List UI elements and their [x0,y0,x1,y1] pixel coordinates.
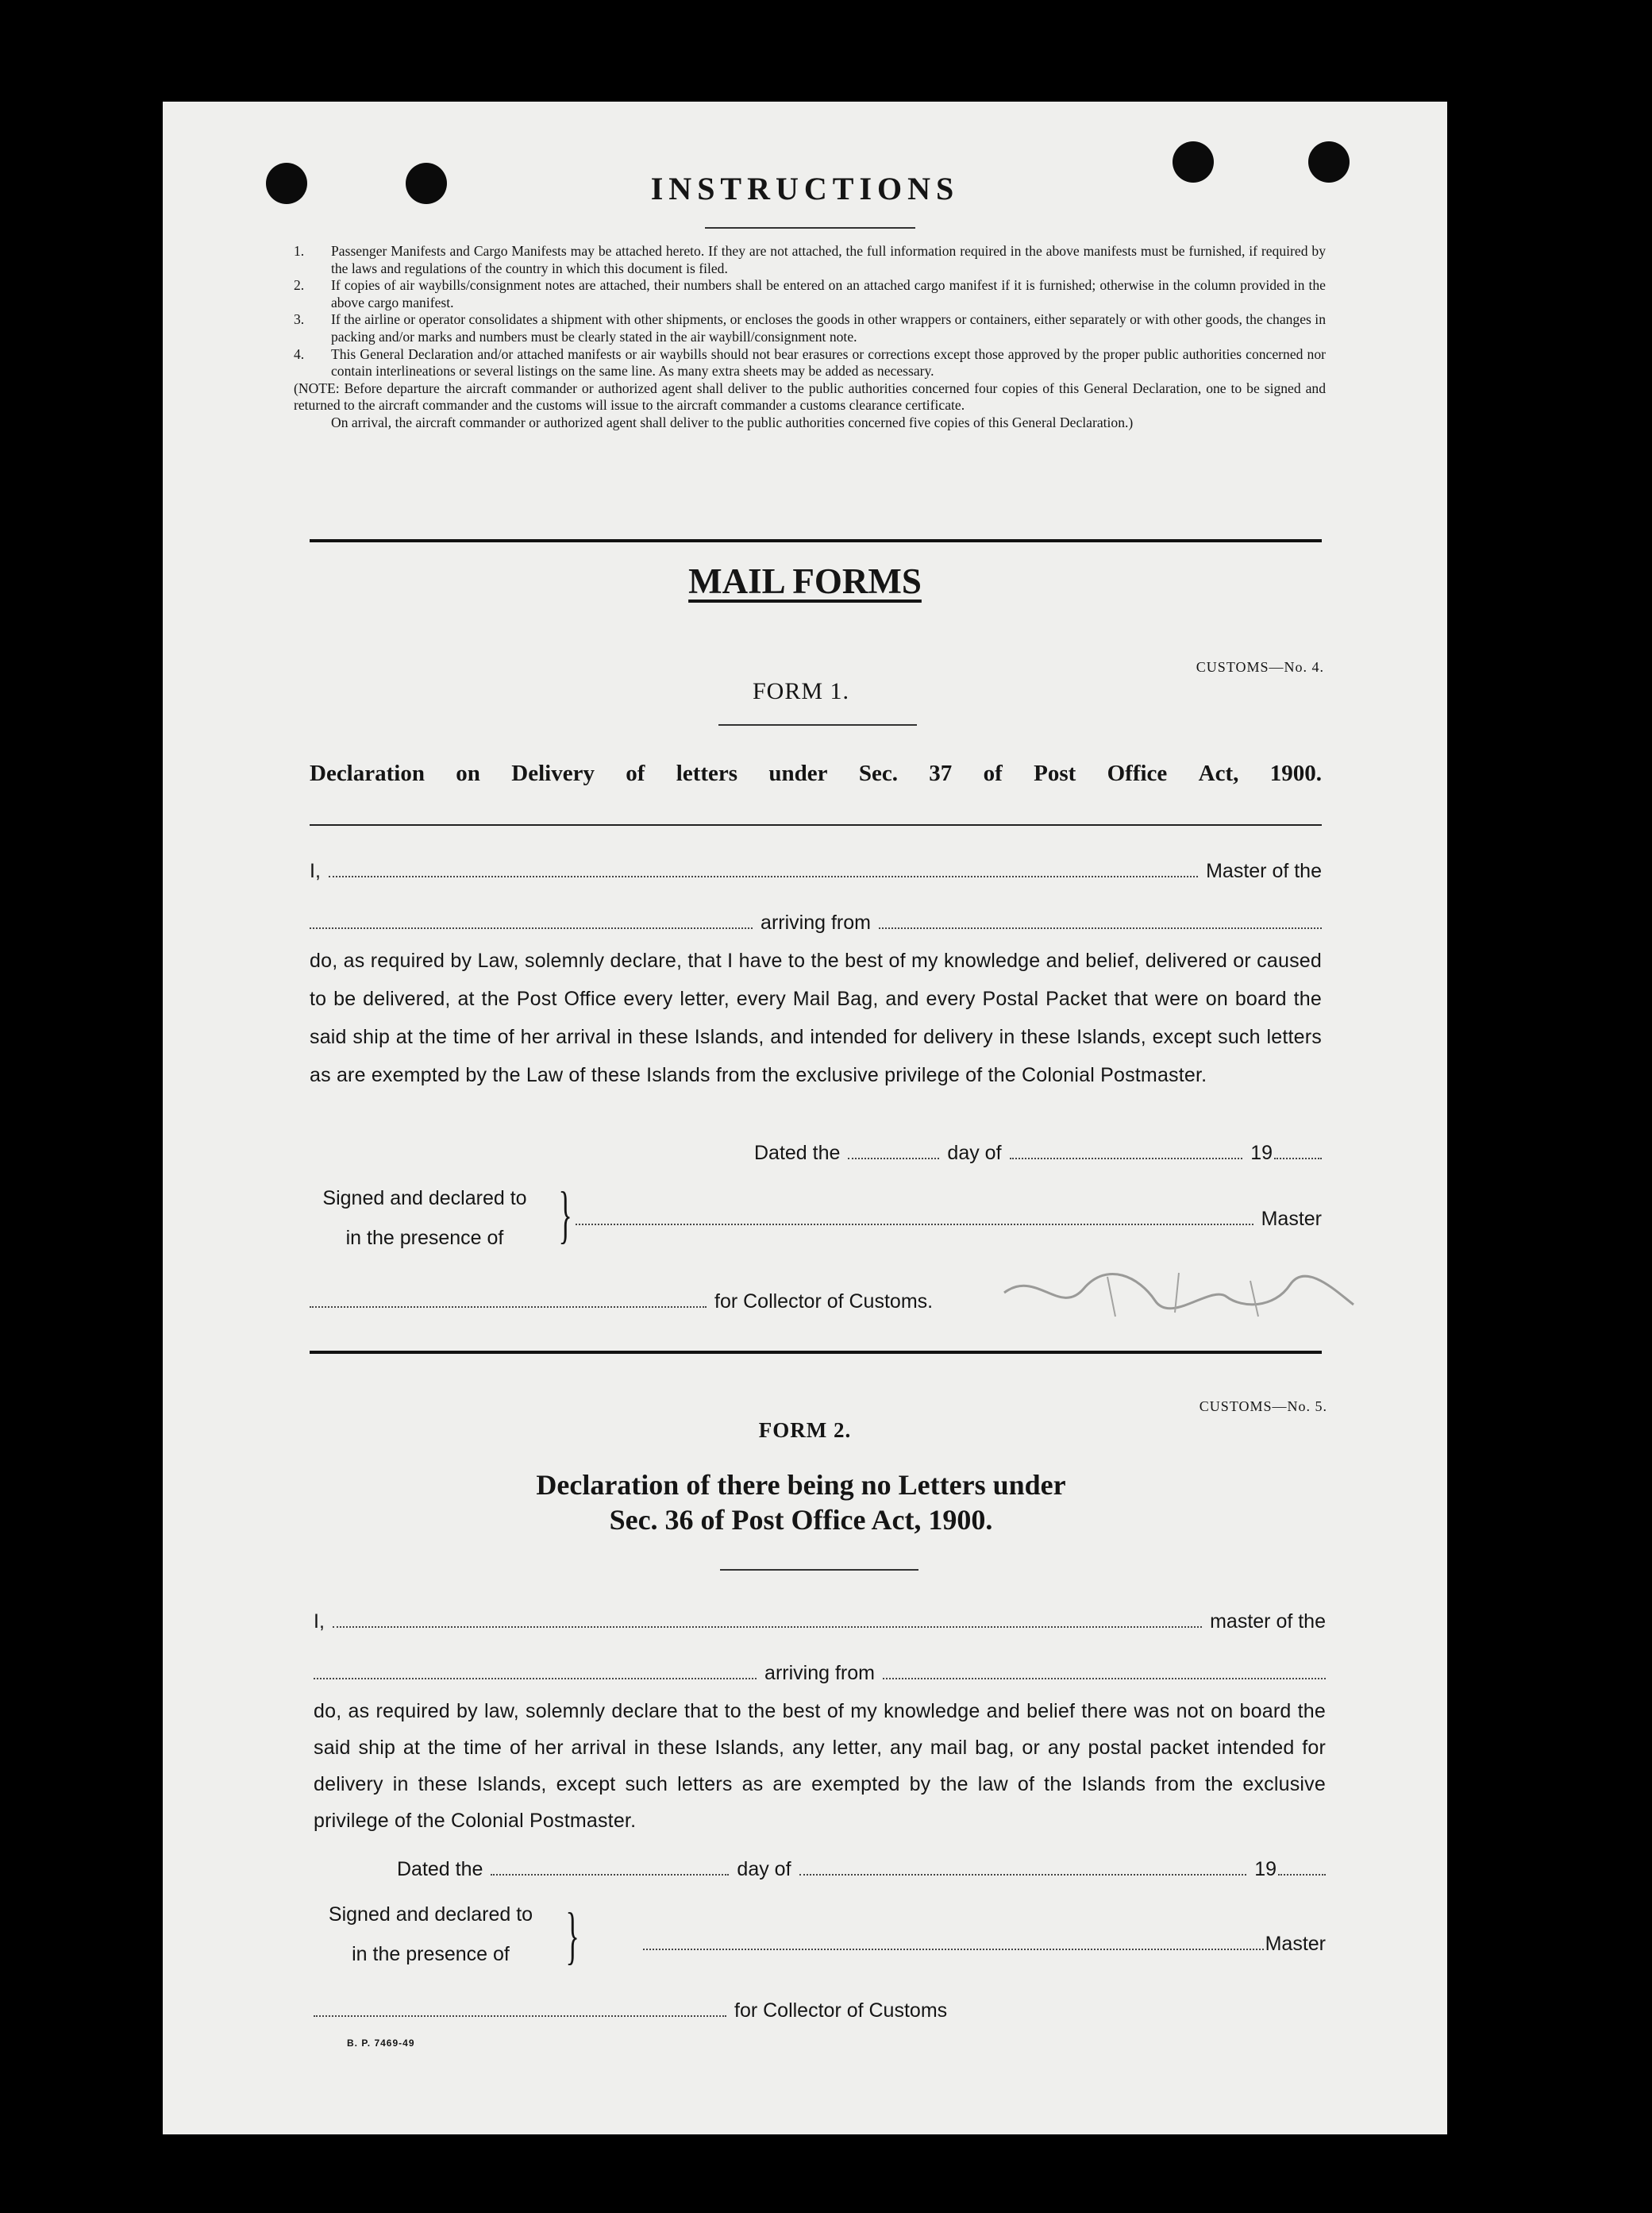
form1-declaration-word: on [456,761,480,786]
form1-customs-number: CUSTOMS—No. 4. [1196,659,1324,675]
form1-title: FORM 1. [752,678,850,704]
form1-declaration-word: under [768,761,828,786]
instruction-number: 3. [294,311,305,328]
form2-declaration-title [163,1467,1439,1537]
instruction-item [294,346,1326,380]
instruction-number: 2. [294,277,305,294]
printer-code: B. P. 7469-49 [347,2038,415,2049]
instruction-text: If the airline or operator consolidates a shipment with other shipments, or encloses the goods in other wrappers or containers, either separately or with other goods, the changes in packing and/or marks and numbers must be clearly stated in the air waybill/consignment note. [331,311,1326,345]
form2-i-label: I, [314,1610,325,1633]
form1-dated-the-label: Dated the [754,1142,841,1164]
form1-vessel-field[interactable] [310,927,753,929]
form2-declaration-line2: Sec. 36 of Post Office Act, 1900. [609,1504,993,1536]
form2-collector-signature-field[interactable] [314,2015,726,2017]
form1-declaration-word: Declaration [310,761,425,786]
form1-master-line [576,1208,1322,1231]
form2-name-line [314,1610,1326,1633]
form1-i-label: I, [310,860,321,882]
title-rule [705,227,915,229]
form2-signed-label [310,1895,552,1974]
form2-day-of-label: day of [737,1858,791,1880]
form1-master-of-label: Master of the [1206,860,1322,882]
form1-body: do, as required by Law, solemnly declare, that I have to the best of my knowledge and belief, delivered or caused to be delivered, at the Post Office every letter, every Mail Bag, and every Postal Packet that were on board the said ship at the time of her arrival in these Islands, and intended for delivery in these Islands, except such letters as are exempted by the Law of these Islands from the exclusive privilege of the Colonial Postmaster. [310,950,1322,1086]
form1-collector-signature-field[interactable] [310,1306,707,1308]
form2-collector-label: for Collector of Customs [734,1999,948,2022]
note-text: (NOTE: Before departure the aircraft commander or authorized agent shall deliver to the public authorities concerned four copies of this General Declaration, one to be signed and returned to the aircraft commander and the customs will issue to the aircraft commander a customs clearance certificate. [294,380,1326,414]
form1-declaration-word: letters [676,761,738,786]
instruction-text: This General Declaration and/or attached manifests or air waybills should not bear erasures or corrections except those approved by the proper public authorities concerned nor contain interlineations or several listings on the same line. As many extra sheets may be added as necessary. [331,345,1326,380]
form2-vessel-line [314,1662,1326,1685]
form1-arriving-from-label: arriving from [761,912,871,934]
form1-year-label: 19 [1250,1142,1273,1164]
form1-declaration-word: 37 [929,761,953,786]
form1-declaration-word: of [983,761,1003,786]
form1-signed-label [306,1178,544,1258]
form2-collector-line [314,1999,1012,2022]
form1-master-label: Master [1261,1208,1322,1230]
form1-declaration-word: Sec. [858,761,898,786]
form2-day-field[interactable] [491,1874,729,1876]
document-page [163,102,1447,2134]
note-text: On arrival, the aircraft commander or authorized agent shall deliver to the public authorities concerned five copies of this General Declaration.) [331,414,1134,430]
form2-brace: } [565,1901,580,1971]
form1-signed-line1: Signed and declared to [322,1187,527,1209]
form1-collector-line [310,1290,1024,1313]
form1-vessel-line [310,912,1322,935]
form1-year-field[interactable] [1274,1158,1322,1159]
instruction-number: 4. [294,345,305,362]
mail-forms-title: MAIL FORMS [688,561,922,601]
form1-declaration-word: of [626,761,645,786]
form1-dated-line [754,1142,1322,1165]
form1-declaration-word: Delivery [511,761,595,786]
form1-master-signature-field[interactable] [576,1224,1253,1225]
form2-signed-line2: in the presence of [352,1943,510,1965]
form1-month-field[interactable] [1010,1158,1243,1159]
instruction-note [294,380,1326,414]
form2-customs-number: CUSTOMS—No. 5. [1199,1398,1327,1414]
form1-declaration-word: Post [1034,761,1076,786]
form2-dated-the-label: Dated the [397,1858,483,1880]
form2-year-label: 19 [1254,1858,1277,1880]
instruction-number: 1. [294,243,305,259]
form2-title: FORM 2. [758,1418,852,1442]
form1-signed-line2: in the presence of [345,1227,504,1249]
instruction-text: Passenger Manifests and Cargo Manifests may be attached hereto. If they are not attached, the full information required in the above manifests must be furnished, if required by the laws and regulations of the country in which this document is filed. [331,243,1326,276]
form1-origin-field[interactable] [879,927,1322,929]
form1-day-field[interactable] [848,1158,939,1159]
form2-master-of-label: master of the [1210,1610,1326,1633]
form1-collector-label: for Collector of Customs. [714,1290,934,1313]
form2-name-field[interactable] [333,1626,1202,1628]
form1-name-line [310,860,1322,883]
form1-declaration-word: Office [1107,761,1168,786]
instructions-title: INSTRUCTIONS [650,171,960,206]
instruction-text: If copies of air waybills/consignment notes are attached, their numbers shall be entered on an attached cargo manifest if it is furnished; otherwise in the column provided in the above cargo manifest. [331,277,1326,310]
form2-master-label: Master [1265,1933,1326,1955]
instruction-note-arrival [294,414,1326,432]
form2-master-line [643,1933,1326,1956]
form2-month-field[interactable] [799,1874,1247,1876]
instruction-item [294,311,1326,345]
form1-name-field[interactable] [329,876,1198,877]
form1-declaration-word: Act, [1198,761,1239,786]
form1-declaration-title [310,761,1322,787]
form2-master-signature-field[interactable] [643,1949,1264,1950]
form2-dated-line [397,1858,1326,1881]
form1-title-rule [718,724,917,726]
instruction-item [294,243,1326,277]
instruction-item [294,277,1326,311]
form-divider [310,1351,1322,1354]
form1-brace: } [558,1180,572,1250]
form2-origin-field[interactable] [883,1678,1326,1679]
form2-title-rule [720,1569,918,1571]
form2-year-field[interactable] [1278,1874,1326,1876]
form2-arriving-from-label: arriving from [764,1662,875,1684]
form2-vessel-field[interactable] [314,1678,757,1679]
form1-declaration-rule [310,824,1322,826]
bleed-through-mark [415,598,426,631]
form2-body: do, as required by law, solemnly declare that to the best of my knowledge and belief there was not on board the said ship at the time of her arrival in these Islands, any letter, any mail bag, or any postal packet intended for delivery in these Islands, except such letters as are exempted by the law of the Islands from the exclusive privilege of the Colonial Postmaster. [314,1700,1326,1832]
form1-declaration-word: 1900. [1269,761,1322,786]
handwritten-scribble [988,1261,1369,1332]
form1-day-of-label: day of [947,1142,1002,1164]
form2-declaration-line1: Declaration of there being no Letters under [536,1469,1066,1501]
form2-signed-line1: Signed and declared to [328,1903,533,1926]
instructions-list [294,243,1326,432]
section-divider [310,539,1322,542]
